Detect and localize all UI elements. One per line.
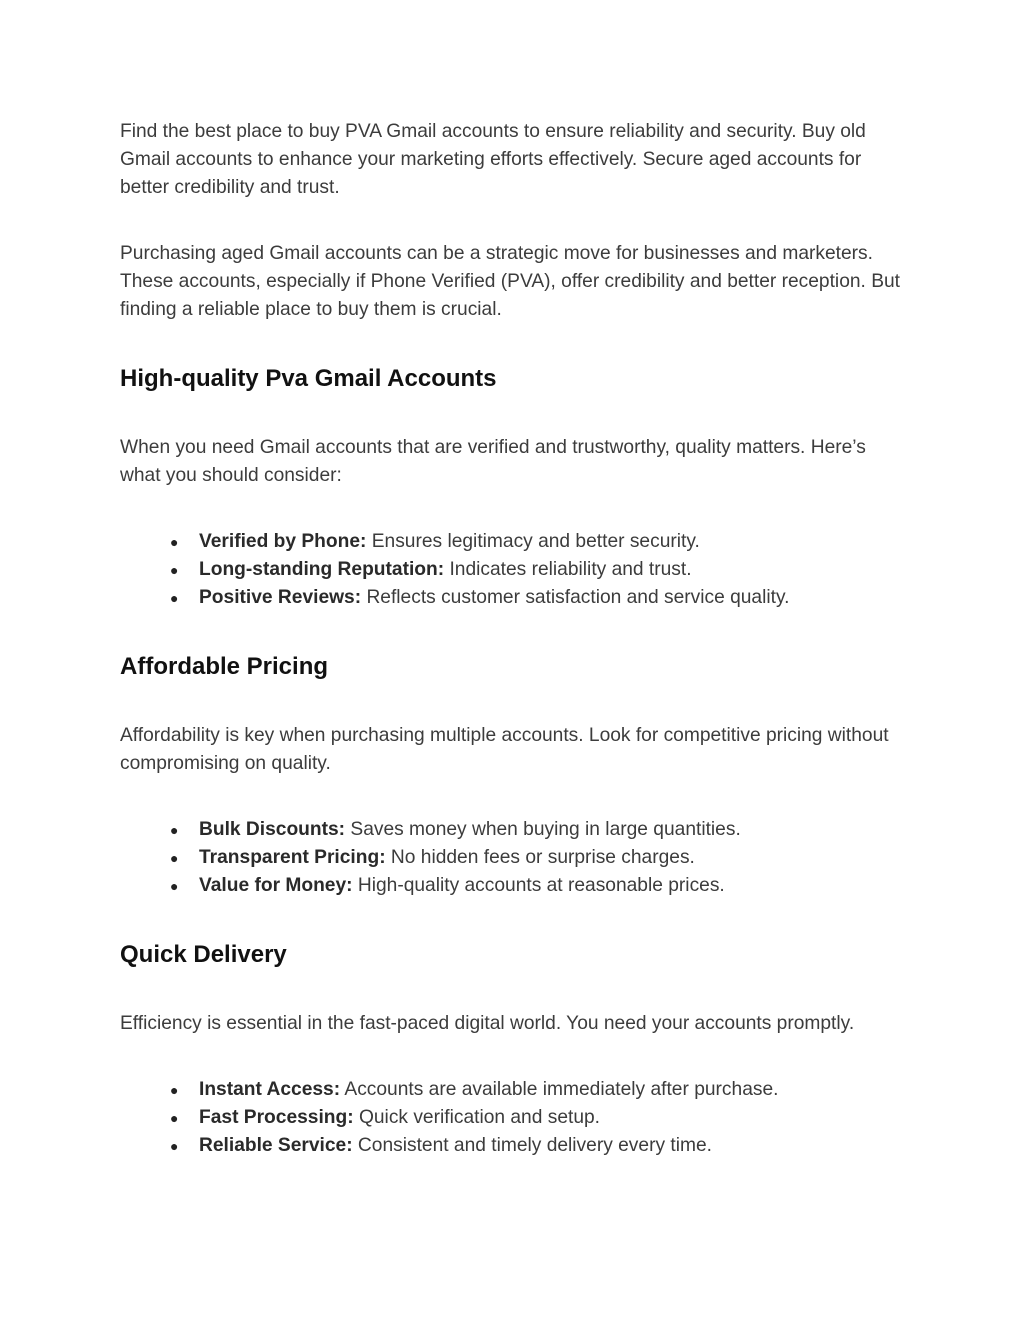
- item-text: No hidden fees or surprise charges.: [385, 847, 695, 868]
- item-label: Verified by Phone:: [199, 531, 367, 552]
- list-item: [120, 1076, 910, 1104]
- item-text: Indicates reliability and trust.: [444, 559, 692, 580]
- section-paragraph-quality: When you need Gmail accounts that are verified and trustworthy, quality matters. Here’s what you should consider:: [120, 437, 866, 486]
- list-item: [120, 528, 910, 556]
- bullet-icon: ●: [170, 850, 179, 866]
- bullet-icon: ●: [170, 590, 179, 606]
- list-item: [120, 1132, 910, 1160]
- section-paragraph-pricing: Affordability is key when purchasing multiple accounts. Look for competitive pricing without compromising on quality.: [120, 725, 889, 774]
- item-label: Fast Processing:: [199, 1107, 354, 1128]
- item-text: Quick verification and setup.: [353, 1107, 600, 1128]
- item-label: Transparent Pricing:: [199, 847, 386, 868]
- bullet-icon: ●: [170, 1110, 179, 1126]
- list-item: [120, 816, 910, 844]
- bullet-icon: ●: [170, 534, 179, 550]
- item-label: Value for Money:: [199, 875, 353, 896]
- bullet-icon: ●: [170, 822, 179, 838]
- bullet-list-quality: [120, 528, 910, 612]
- item-text: Saves money when buying in large quantities.: [345, 819, 741, 840]
- section-heading-quality: High-quality Pva Gmail Accounts: [120, 365, 497, 392]
- list-item: [120, 1104, 910, 1132]
- item-text: High-quality accounts at reasonable prices.: [352, 875, 725, 896]
- intro-paragraph-2: Purchasing aged Gmail accounts can be a strategic move for businesses and marketers. These accounts, especially if Phone Verified (PVA), offer credibility and better reception. But finding a reliable place to buy them is crucial.: [120, 243, 900, 320]
- bullet-icon: ●: [170, 878, 179, 894]
- item-label: Long-standing Reputation:: [199, 559, 445, 580]
- bullet-icon: ●: [170, 562, 179, 578]
- list-item: [120, 584, 910, 612]
- item-text: Reflects customer satisfaction and service quality.: [361, 587, 790, 608]
- document-page: [120, 118, 910, 1160]
- item-label: Reliable Service:: [199, 1135, 353, 1156]
- list-item: [120, 872, 910, 900]
- bullet-icon: ●: [170, 1082, 179, 1098]
- item-label: Bulk Discounts:: [199, 819, 346, 840]
- list-item: [120, 556, 910, 584]
- item-label: Positive Reviews:: [199, 587, 362, 608]
- bullet-list-delivery: [120, 1076, 910, 1160]
- bullet-icon: ●: [170, 1138, 179, 1154]
- bullet-list-pricing: [120, 816, 910, 900]
- item-label: Instant Access:: [199, 1079, 341, 1100]
- section-heading-delivery: Quick Delivery: [120, 941, 287, 968]
- item-text: Consistent and timely delivery every time.: [352, 1135, 712, 1156]
- section-paragraph-delivery: Efficiency is essential in the fast-paced digital world. You need your accounts promptly.: [120, 1013, 855, 1034]
- intro-paragraph-1: Find the best place to buy PVA Gmail accounts to ensure reliability and security. Buy old Gmail accounts to enhance your marketing efforts effectively. Secure aged accounts for better credibility and trust.: [120, 121, 866, 198]
- list-item: [120, 844, 910, 872]
- item-text: Accounts are available immediately after purchase.: [340, 1079, 779, 1100]
- item-text: Ensures legitimacy and better security.: [366, 531, 700, 552]
- section-heading-pricing: Affordable Pricing: [120, 653, 329, 680]
